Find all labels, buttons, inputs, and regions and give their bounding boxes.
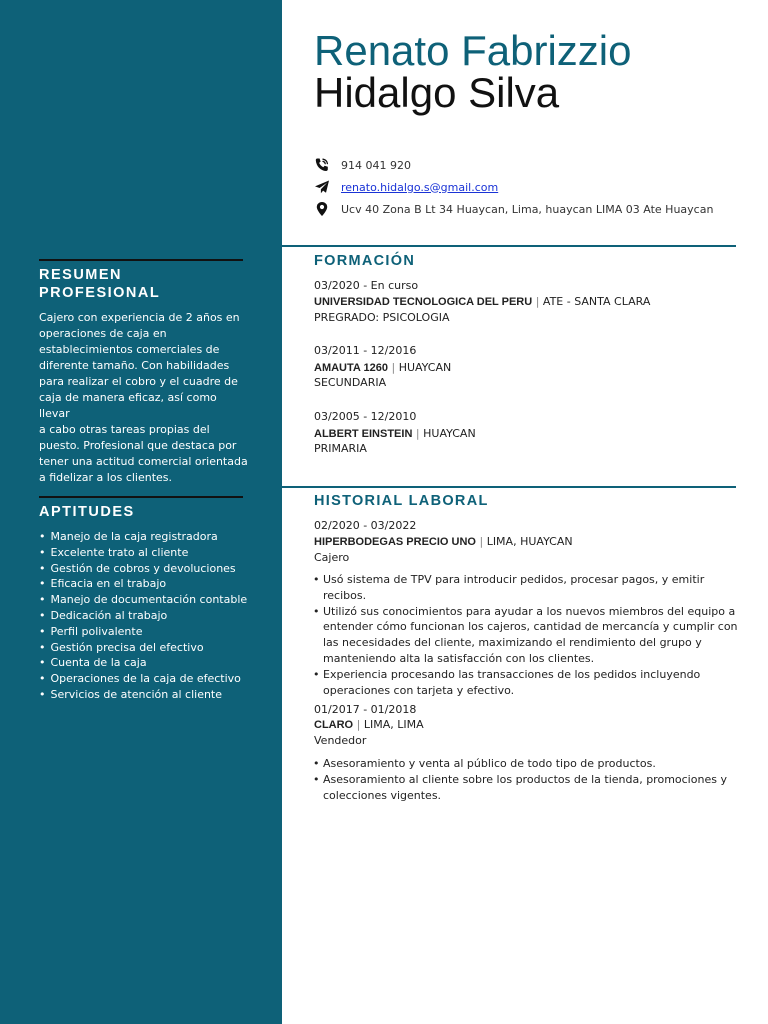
name-first-line: Renato Fabrizzio — [314, 27, 632, 74]
job-bullet: • Experiencia procesando las transacciones de los pedidos incluyendo operaciones con tarjeta y efectivo. — [313, 667, 701, 697]
email-link[interactable]: renato.hidalgo.s@gmail.com — [341, 180, 499, 194]
skills-list — [39, 529, 279, 703]
skill-item: • Gestión de cobros y devoluciones — [39, 561, 236, 575]
skill-item: • Excelente trato al cliente — [39, 545, 189, 559]
education-heading: FORMACIÓN — [314, 253, 416, 269]
sidebar — [0, 0, 282, 1024]
summary-heading: RESUMEN PROFESIONAL — [39, 267, 161, 301]
phone-number: 914 041 920 — [341, 158, 411, 172]
education-institution: AMAUTA 1260 | HUAYCAN — [314, 361, 452, 374]
contact-email — [314, 178, 498, 196]
job-bullet: • Asesoramiento al cliente sobre los productos de la tienda, promociones y colecciones vigentes. — [313, 772, 727, 802]
experience-divider — [282, 486, 736, 488]
skills-divider — [39, 496, 243, 498]
job-date: 01/2017 - 01/2018 — [314, 703, 417, 716]
job-bullet: • Usó sistema de TPV para introducir pedidos, procesar pagos, y emitir recibos. — [313, 573, 705, 602]
job-company: HIPERBODEGAS PRECIO UNO | LIMA, HUAYCAN — [314, 535, 573, 548]
name-second-line: Hidalgo Silva — [314, 69, 560, 116]
skill-item: • Cuenta de la caja — [39, 656, 147, 670]
skill-item: • Manejo de la caja registradora — [39, 530, 218, 543]
skill-item: • Eficacia en el trabajo — [39, 577, 167, 591]
skill-item: • Gestión precisa del efectivo — [39, 640, 204, 654]
education-date: 03/2011 - 12/2016 — [314, 344, 417, 357]
skill-item: • Manejo de documentación contable — [39, 593, 248, 607]
job-company: CLARO | LIMA, LIMA — [314, 718, 424, 731]
education-institution: ALBERT EINSTEIN | HUAYCAN — [314, 427, 476, 440]
main-column — [282, 0, 768, 1024]
education-degree: PREGRADO: PSICOLOGIA — [314, 311, 450, 324]
job-role: Vendedor — [314, 734, 367, 747]
skill-item: • Servicios de atención al cliente — [39, 687, 223, 701]
skills-heading: APTITUDES — [39, 504, 135, 520]
send-icon — [314, 179, 330, 195]
address-text: Ucv 40 Zona B Lt 34 Huaycan, Lima, huaycan LIMA 03 Ate Huaycan — [341, 202, 714, 216]
job-role: Cajero — [314, 551, 350, 564]
phone-icon — [314, 157, 330, 173]
location-pin-icon — [314, 201, 330, 217]
job-bullet: • Asesoramiento y venta al público de todo tipo de productos. — [313, 757, 656, 770]
education-institution: UNIVERSIDAD TECNOLOGICA DEL PERU | ATE - SANTA CLARA — [314, 295, 651, 308]
summary-divider — [39, 259, 243, 261]
skill-item: • Perfil polivalente — [39, 624, 143, 638]
contact-phone — [314, 156, 411, 174]
education-date: 03/2020 - En curso — [314, 279, 419, 292]
job-bullets — [313, 756, 738, 803]
education-degree: SECUNDARIA — [314, 376, 387, 389]
contact-address — [314, 200, 713, 218]
education-degree: PRIMARIA — [314, 442, 367, 455]
experience-heading: HISTORIAL LABORAL — [314, 493, 489, 509]
skill-item: • Dedicación al trabajo — [39, 608, 168, 622]
education-date: 03/2005 - 12/2010 — [314, 410, 417, 423]
summary-text: Cajero con experiencia de 2 años en operaciones de caja en establecimientos comerciales de diferente tamaño. Con habilidades para realizar el cobro y el cuadre de caja de manera eficaz, así como llevar a cabo otras tareas propias del puesto. Profesional que destaca por tener una actitud comercial orientada a fidelizar a los clientes. — [39, 311, 248, 484]
job-date: 02/2020 - 03/2022 — [314, 519, 417, 532]
job-bullets — [313, 572, 738, 698]
skill-item: • Operaciones de la caja de efectivo — [39, 672, 241, 686]
job-bullet: • Utilizó sus conocimientos para ayudar a los nuevos miembros del equipo a entender cómo funcionan los cajeros, cantidad de mercancía y cumplir con las necesidades del cliente, maximizando el rendimiento del grupo y manteniendo alta la satisfacción con los clientes. — [313, 604, 738, 665]
education-divider — [282, 245, 736, 247]
